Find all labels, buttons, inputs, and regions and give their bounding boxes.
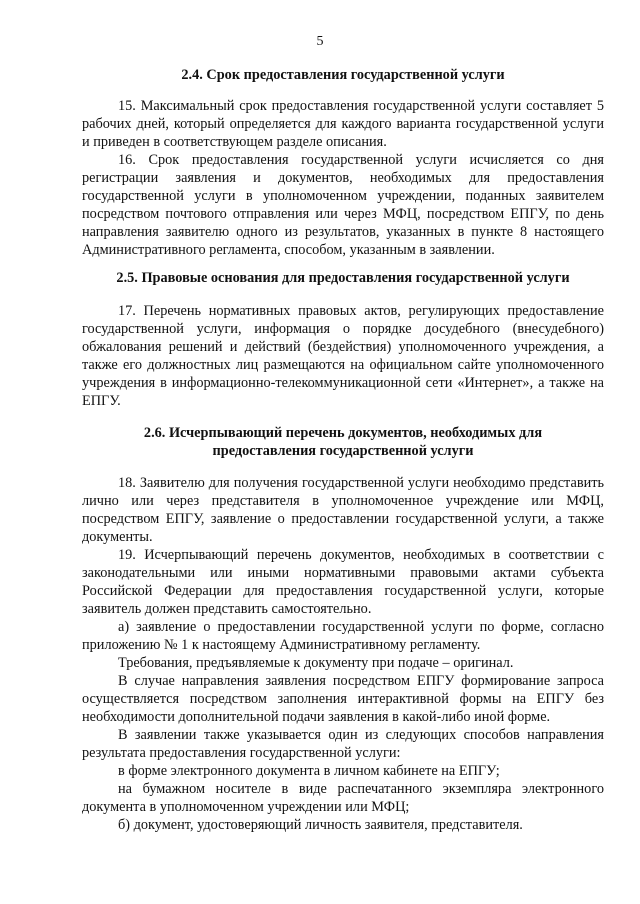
paragraph-19: 19. Исчерпывающий перечень документов, необходимых в соответствии с законодательными или иными нормативными правовыми актами субъекта Российской Федерации для предоставления государственной услуги, которые заявитель должен представить самостоятельно. [82,547,604,617]
section-2-6-title [82,424,604,460]
section-2-5-body [82,302,604,410]
paragraph-16: 16. Срок предоставления государственной услуги исчисляется со дня регистрации заявления и документов, необходимых для предоставления государственной услуги в уполномоченном учреждении, поданных заявителем посредством почтового отправления или через МФЦ, посредством ЕПГУ, по день направления заявителю одного из результатов, указанных в пункте 8 настоящего Административного регламента, способом, указанным в заявлении. [82,152,604,258]
section-2-6-title-line1: 2.6. Исчерпывающий перечень документов, необходимых для [143,425,543,441]
section-2-4-body [82,97,604,259]
paragraph-epgu-case: В случае направления заявления посредством ЕПГУ формирование запроса осуществляется посредством заполнения интерактивной формы на ЕПГУ без необходимости дополнительной подачи заявления в какой-либо иной форме. [82,673,604,725]
section-2-6-title-line2: предоставления государственной услуги [212,443,474,459]
paragraph-item-b: б) документ, удостоверяющий личность заявителя, представителя. [118,817,523,833]
paragraph-15: 15. Максимальный срок предоставления государственной услуги составляет 5 рабочих дней, который определяется для каждого варианта государственной услуги и приведен в соответствующем разделе описания. [82,98,604,150]
section-2-5-title: 2.5. Правовые основания для предоставления государственной услуги [116,270,570,286]
section-2-6-body [82,474,604,834]
paragraph-method-paper: на бумажном носителе в виде распечатанного экземпляра электронного документа в уполномоченном учреждении или МФЦ; [82,781,604,815]
paragraph-method-electronic: в форме электронного документа в личном кабинете на ЕПГУ; [118,763,500,779]
paragraph-18: 18. Заявителю для получения государственной услуги необходимо представить лично или через представителя в уполномоченное учреждение или МФЦ, посредством ЕПГУ, заявление о предоставлении государственной услуги, а также документы. [82,475,604,545]
paragraph-requirements: Требования, предъявляемые к документу при подаче – оригинал. [118,655,514,671]
paragraph-item-a: а) заявление о предоставлении государственной услуги по форме, согласно приложению № 1 к настоящему Административному регламенту. [82,619,604,653]
section-2-4-title: 2.4. Срок предоставления государственной услуги [181,67,505,83]
page-number: 5 [316,34,324,49]
paragraph-17: 17. Перечень нормативных правовых актов, регулирующих предоставление государственной услуги, информация о порядке досудебного (внесудебного) обжалования решений и действий (бездействия) уполномоченного учреждения, а также его должностных лиц размещаются на официальном сайте уполномоченного учреждения в информационно-телекоммуникационной сети «Интернет», а также на ЕПГУ. [82,303,604,409]
paragraph-result-methods: В заявлении также указывается один из следующих способов направления результата предоставления государственной услуги: [82,727,604,761]
